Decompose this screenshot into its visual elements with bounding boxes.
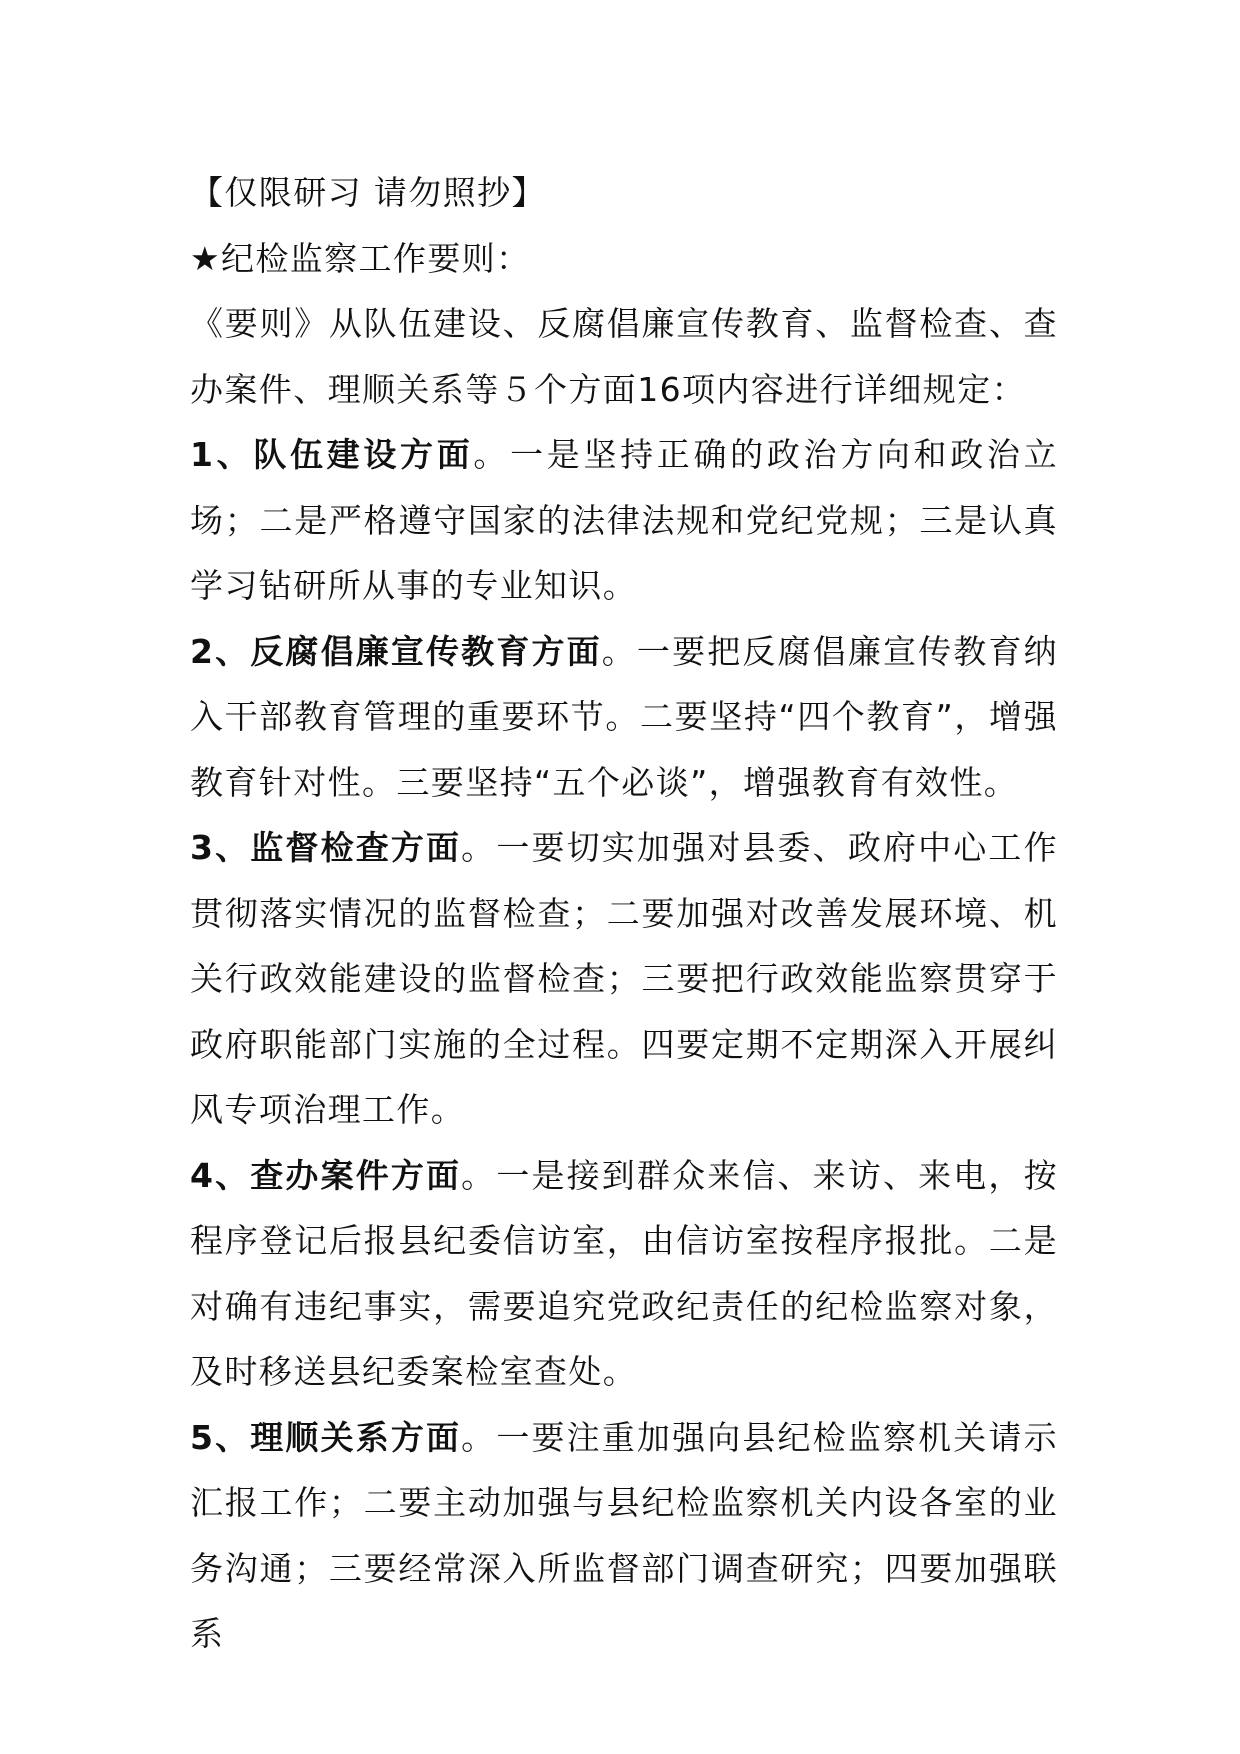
- section-body: 。一要把反腐倡廉宣传教育纳入干部教育管理的重要环节。二要坚持“四个教育”，增强教育针对性。三要坚持“五个必谈”，增强教育有效性。: [190, 631, 1058, 802]
- section-body: 。一是接到群众来信、来访、来电，按程序登记后报县纪委信访室，由信访室按程序报批。二是对确有违纪事实，需要追究党政纪责任的纪检监察对象，及时移送县纪委案检室查处。: [190, 1155, 1058, 1391]
- section-relationship-coordination: [190, 1405, 1058, 1667]
- section-heading: 4、查办案件方面: [190, 1155, 462, 1195]
- notice-line: 【仅限研习 请勿照抄】: [190, 173, 546, 212]
- document-page: [190, 160, 1058, 1667]
- section-body: 。一是坚持正确的政治方向和政治立场；二是严格遵守国家的法律法规和党纪党规；三是认真学习钻研所从事的专业知识。: [190, 435, 1058, 605]
- section-heading: 5、理顺关系方面: [190, 1417, 462, 1457]
- section-heading: 2、反腐倡廉宣传教育方面: [190, 631, 602, 671]
- section-supervision-inspection: [190, 815, 1058, 1143]
- section-body: 。一要切实加强对县委、政府中心工作贯彻落实情况的监督检查；二要加强对改善发展环境、机关行政效能建设的监督检查；三要把行政效能监察贯穿于政府职能部门实施的全过程。四要定期不定期深入开展纠风专项治理工作。: [190, 828, 1058, 1129]
- intro-paragraph: 《要则》从队伍建设、反腐倡廉宣传教育、监督检查、查办案件、理顺关系等５个方面16项内容进行详细规定：: [190, 304, 1058, 409]
- section-anti-corruption-education: [190, 619, 1058, 816]
- document-title: ★纪检监察工作要则：: [190, 238, 531, 278]
- section-case-handling: [190, 1143, 1058, 1405]
- section-heading: 3、监督检查方面: [190, 828, 462, 867]
- section-heading: 1、队伍建设方面: [190, 435, 474, 474]
- section-team-building: [190, 422, 1058, 619]
- section-body: 。一要注重加强向县纪检监察机关请示汇报工作；二要主动加强与县纪检监察机关内设各室的业务沟通；三要经常深入所监督部门调查研究；四要加强联系: [190, 1417, 1058, 1653]
